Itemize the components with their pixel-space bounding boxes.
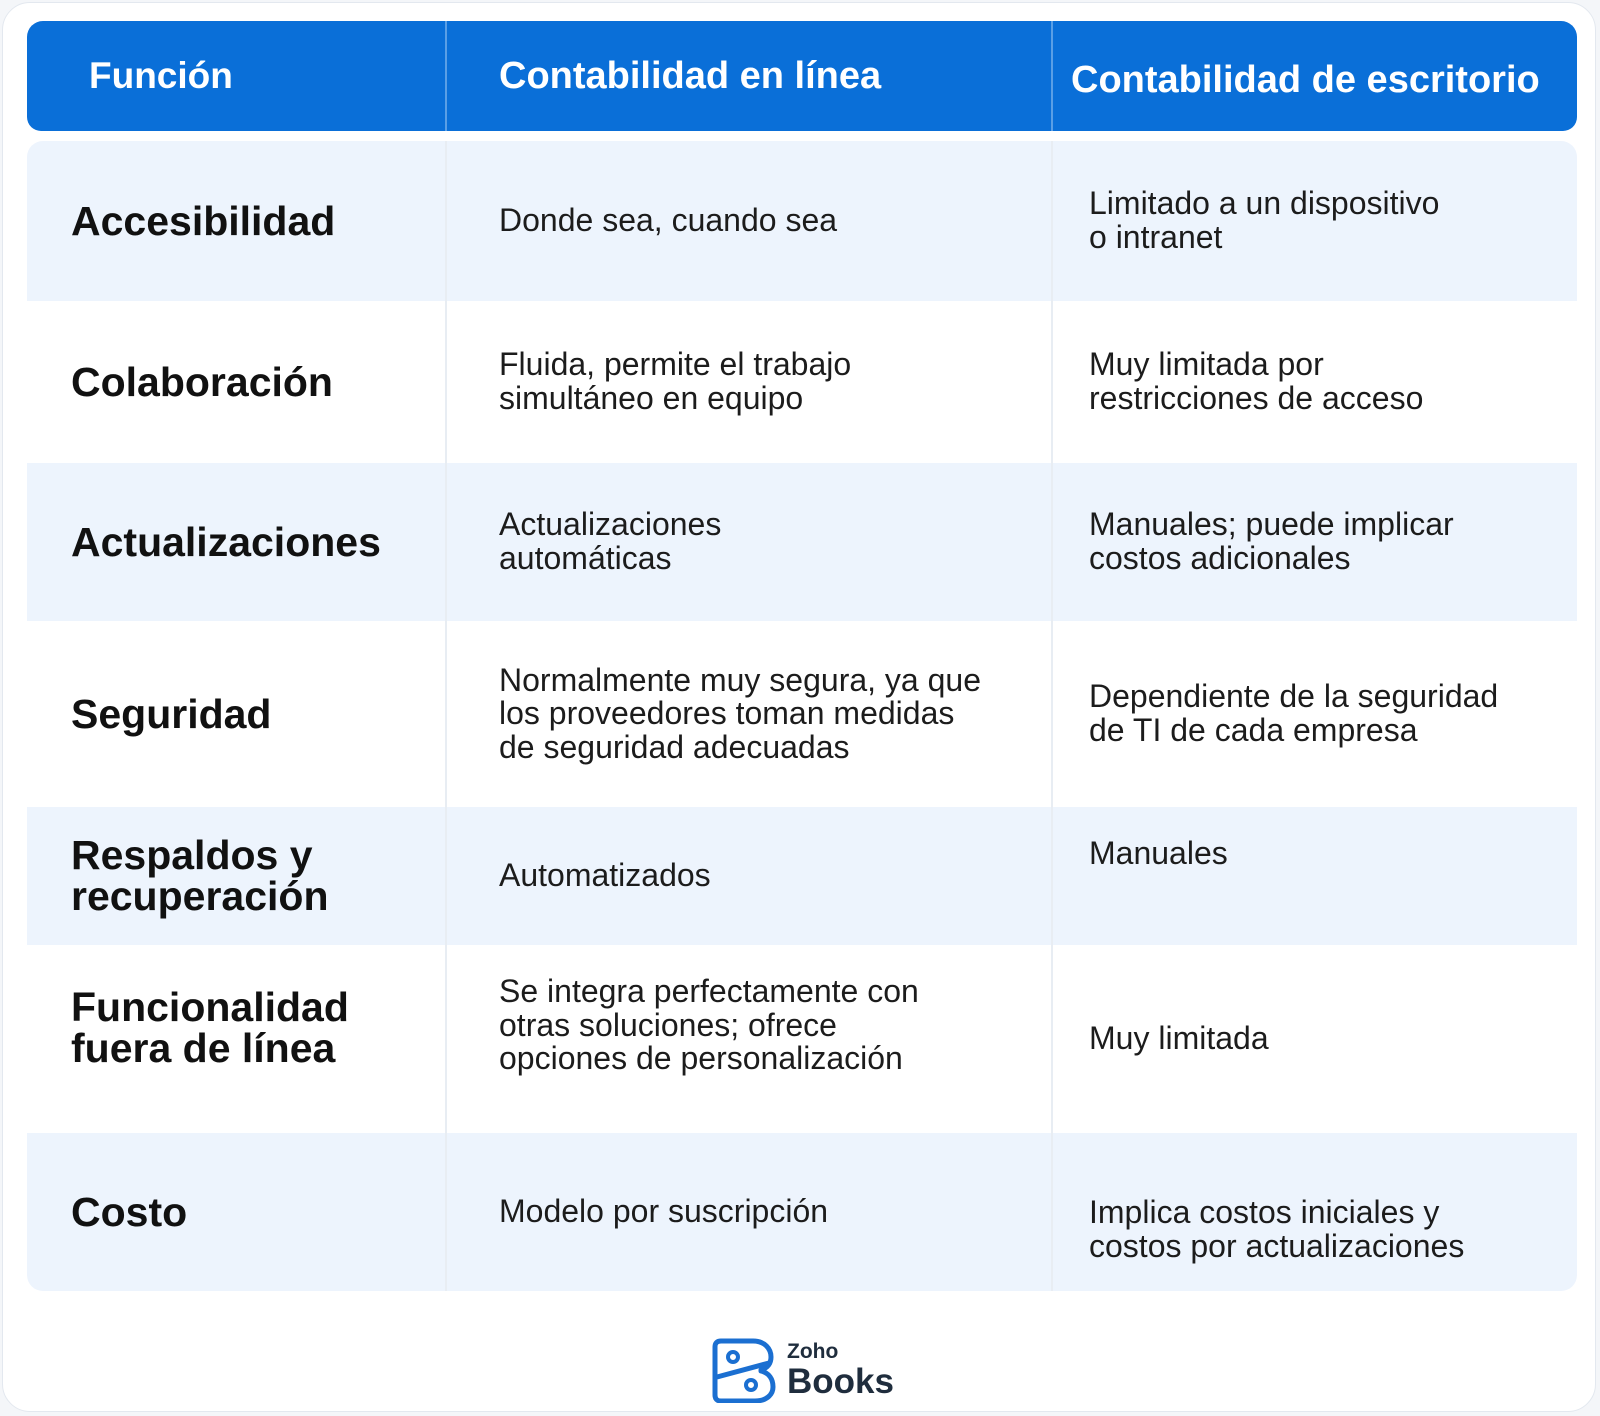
desktop-cell: [1053, 463, 1577, 621]
table-row: [27, 301, 1577, 463]
feature-cell: [27, 1133, 447, 1291]
online-value: Actualizaciones automáticas: [499, 506, 722, 576]
table-body: [27, 141, 1577, 1291]
online-value: Fluida, permite el trabajo simultáneo en equipo: [499, 346, 852, 416]
desktop-cell: [1053, 945, 1577, 1133]
comparison-card: [2, 2, 1596, 1412]
feature-cell: [27, 141, 447, 301]
table-row: [27, 463, 1577, 621]
desktop-value: Implica costos iniciales y costos por actualizaciones: [1089, 1194, 1465, 1264]
desktop-cell: [1053, 141, 1577, 301]
comparison-table: [27, 21, 1577, 1291]
feature-cell: [27, 301, 447, 463]
online-cell: [447, 621, 1053, 807]
zoho-books-icon: [711, 1337, 777, 1403]
desktop-value: Muy limitada por restricciones de acceso: [1089, 346, 1424, 416]
desktop-cell: [1053, 621, 1577, 807]
table-row: [27, 141, 1577, 301]
desktop-cell: [1053, 807, 1577, 945]
feature-label: Colaboración: [71, 358, 333, 405]
feature-cell: [27, 807, 447, 945]
table-row: [27, 807, 1577, 945]
feature-label: Accesibilidad: [71, 197, 336, 244]
online-value: Automatizados: [499, 857, 711, 894]
table-row: [27, 1133, 1577, 1291]
header-desktop: Contabilidad de escritorio: [1071, 58, 1540, 101]
desktop-value: Manuales: [1089, 835, 1228, 871]
feature-cell: [27, 463, 447, 621]
header-online: Contabilidad en línea: [447, 21, 1053, 131]
logo-brand: Zoho: [787, 1340, 839, 1363]
online-value: Donde sea, cuando sea: [499, 202, 838, 239]
online-cell: [447, 141, 1053, 301]
online-value: Modelo por suscripción: [499, 1193, 829, 1230]
table-row: [27, 945, 1577, 1133]
feature-cell: [27, 621, 447, 807]
feature-cell: [27, 945, 447, 1133]
logo-product: Books: [787, 1362, 894, 1401]
feature-label: Seguridad: [71, 690, 272, 737]
desktop-value: Manuales; puede implicar costos adicionales: [1089, 506, 1454, 576]
desktop-cell: [1053, 1133, 1577, 1291]
desktop-value: Muy limitada: [1089, 1020, 1269, 1057]
logo-text: [787, 1341, 894, 1399]
desktop-value: Limitado a un dispositivo o intranet: [1089, 185, 1440, 255]
online-cell: [447, 301, 1053, 463]
table-header: [27, 21, 1577, 131]
desktop-value: Dependiente de la seguridad de TI de cada empresa: [1089, 678, 1499, 748]
online-cell: [447, 807, 1053, 945]
feature-label: Costo: [71, 1188, 188, 1235]
online-value: Se integra perfectamente con otras soluciones; ofrece opciones de personalización: [499, 973, 919, 1077]
online-cell: [447, 463, 1053, 621]
online-cell: [447, 945, 1053, 1133]
feature-label: Respaldos y recuperación: [71, 832, 329, 919]
desktop-cell: [1053, 301, 1577, 463]
table-row: [27, 621, 1577, 807]
zoho-books-logo: [711, 1335, 901, 1405]
online-value: Normalmente muy segura, ya que los proveedores toman medidas de seguridad adecuadas: [499, 661, 981, 765]
header-feature: Función: [27, 21, 447, 131]
online-cell: [447, 1133, 1053, 1291]
feature-label: Actualizaciones: [71, 518, 381, 565]
feature-label: Funcionalidad fuera de línea: [71, 984, 349, 1071]
